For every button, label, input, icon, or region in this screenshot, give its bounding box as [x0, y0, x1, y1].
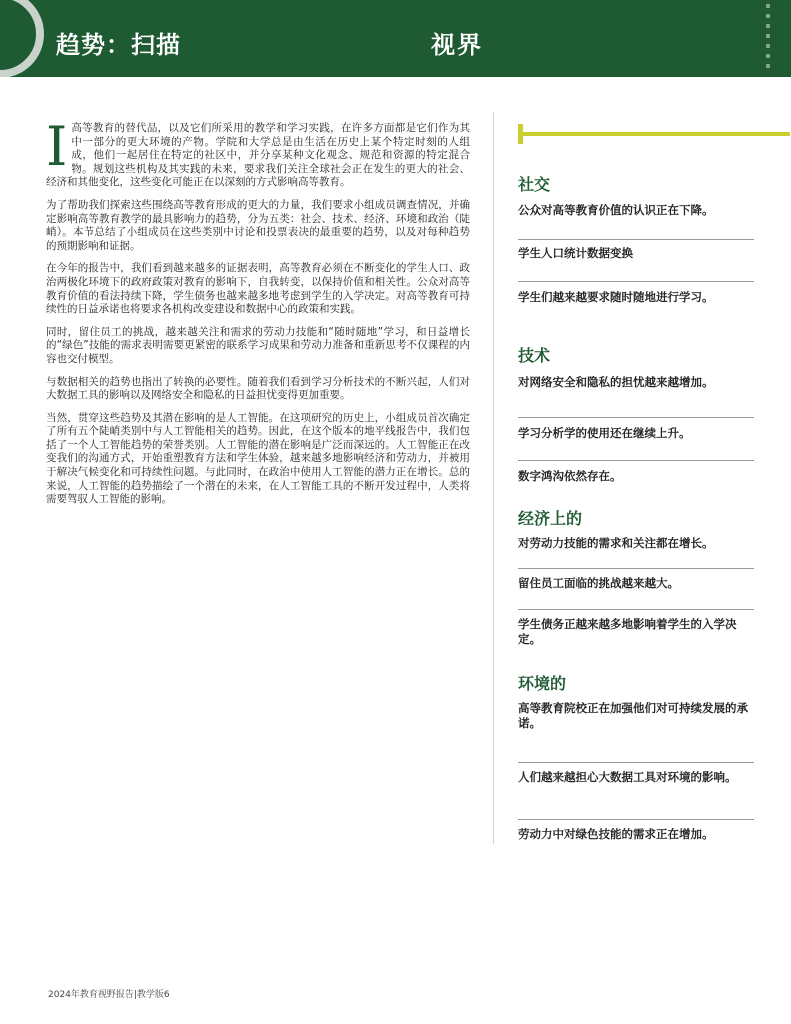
category-social-title: 社交 — [518, 175, 551, 194]
header-title: 趋势：扫描 — [56, 31, 181, 59]
trend-econ-2: 留住员工面临的挑战越来越大。 — [518, 576, 679, 590]
page-header — [0, 0, 791, 77]
dotted-line-decoration — [766, 4, 771, 74]
paragraph-6: 当然，贯穿这些趋势及其潜在影响的是人工智能。在这项研究的历史上，小组成员首次确定了所有五个陡峭类别中与人工智能相关的趋势。因此，在这个版本的地平线报告中，我们包括了一个人工智能趋势的荣誉类别。人工智能的潜在影响是广泛而深远的。人工智能正在改变我们的沟通方式，开始重塑教育方法和学生体验，越来越多地影响经济和劳动力，并被用于解决气候变化和可持续性问题。与此同时，在政治中使用人工智能的潜力正在增长。总的来说，人工智能的趋势描绘了一个潜在的未来，在人工智能工具的不断开发过程中，人类将需要驾驭人工智能的影响。 — [46, 411, 470, 506]
header-subtitle: 视界 — [431, 31, 483, 59]
trend-econ-3: 学生债务正越来越多地影响着学生的入学决定。 — [518, 617, 737, 646]
divider — [518, 609, 754, 610]
divider — [518, 460, 754, 461]
trend-env-3: 劳动力中对绿色技能的需求正在增加。 — [518, 827, 714, 841]
trend-tech-1: 对网络安全和隐私的担忧越来越增加。 — [518, 375, 714, 389]
main-text — [46, 115, 470, 516]
paragraph-3: 在今年的报告中，我们看到越来越多的证据表明，高等教育必须在不断变化的学生人口、政治两极化环境下的政府政策对教育的影响下，自我转变，以保持价值和相关性。公众对高等教育价值的看法持续下降，学生债务也越来越多地考虑到学生的入学决定。对高等教育可持续性的日益承诺也将要求各机构改变建设和数据中心的政策和实践。 — [46, 262, 470, 316]
divider — [518, 417, 754, 418]
trend-social-2: 学生人口统计数据变换 — [518, 246, 633, 260]
divider — [518, 281, 754, 282]
divider — [518, 239, 754, 240]
divider — [518, 762, 754, 763]
trend-tech-3: 数字鸿沟依然存在。 — [518, 469, 622, 483]
paragraph-2: 为了帮助我们探索这些围绕高等教育形成的更大的力量，我们要求小组成员调查情况，并确定影响高等教育教学的最具影响力的趋势，分为五类：社会、技术、经济、环境和政治（陡峭）。本节总结了小组成员在这些类别中讨论和投票表决的最重要的趋势，以及对每种趋势的预期影响和证据。 — [46, 198, 470, 252]
page-footer: 2024年教育视野报告|教学版6 — [48, 990, 170, 1000]
category-env-title: 环境的 — [518, 674, 567, 693]
category-econ-title: 经济上的 — [518, 509, 583, 528]
trend-social-1: 公众对高等教育价值的认识正在下降。 — [518, 203, 714, 217]
category-tech-title: 技术 — [518, 346, 551, 365]
trend-env-2: 人们越来越担心大数据工具对环境的影响。 — [518, 770, 737, 784]
divider — [518, 568, 754, 569]
paragraph-1-text: 高等教育的替代品，以及它们所采用的教学和学习实践，在许多方面都是它们作为其中一部分的更大环境的产物。学院和大学总是由生活在历史上某个特定时刻的人组成，他们一起居住在特定的社区中，并分享某种文化观念、规范和资源的特定混合物。规划这些机构及其实践的未来，要求我们关注全球社会正在发生的更大的社会、经济和其他变化，这些变化可能正在以深刻的方式影响高等教育。 — [46, 122, 470, 189]
column-divider — [493, 112, 494, 844]
trend-social-3: 学生们越来越要求随时随地进行学习。 — [518, 290, 714, 304]
trend-econ-1: 对劳动力技能的需求和关注都在增长。 — [518, 536, 714, 550]
drop-cap: I — [46, 115, 68, 178]
trend-tech-2: 学习分析学的使用还在继续上升。 — [518, 426, 691, 440]
paragraph-4: 同时，留住员工的挑战，越来越关注和需求的劳动力技能和“随时随地”学习，和日益增长的“绿色”技能的需求表明需要更紧密的联系学习成果和劳动力准备和重新思考不仅课程的内容也交付模型。 — [46, 325, 470, 365]
paragraph-1 — [46, 115, 470, 190]
ring-decoration — [0, 0, 44, 77]
paragraph-5: 与数据相关的趋势也指出了转换的必要性。随着我们看到学习分析技术的不断兴起，人们对大数据工具的影响以及网络安全和隐私的日益担忧变得更加重要。 — [46, 375, 470, 402]
trend-env-1: 高等教育院校正在加强他们对可持续发展的承诺。 — [518, 701, 748, 730]
divider — [518, 819, 754, 820]
